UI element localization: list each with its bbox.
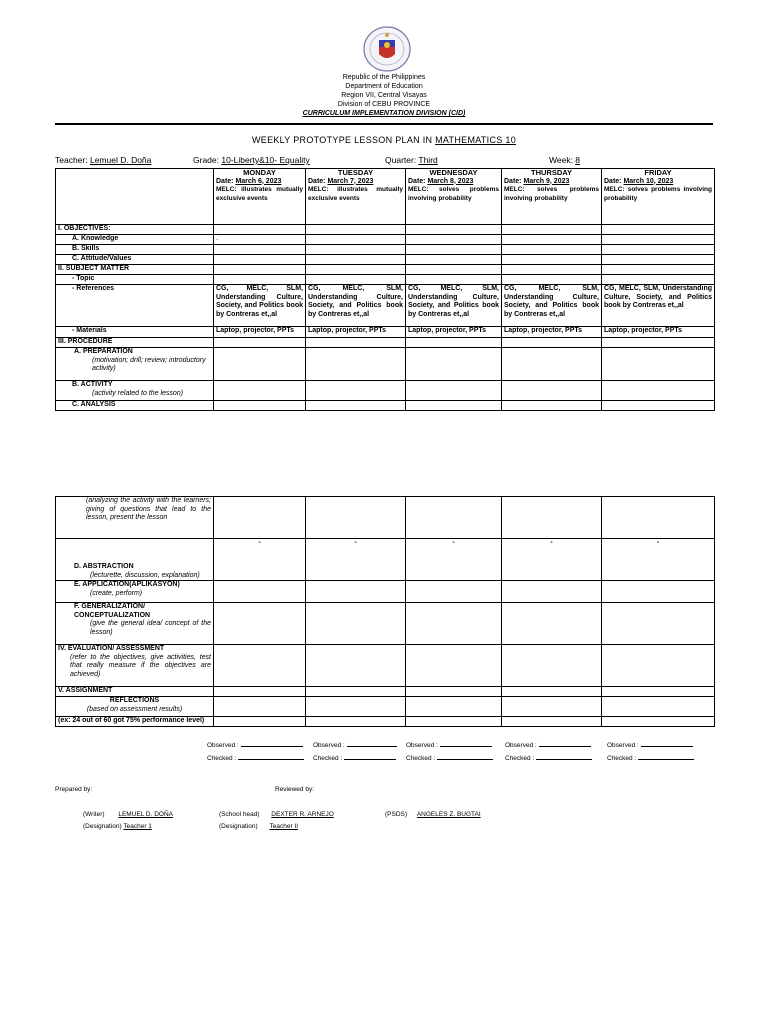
corner-cell xyxy=(56,169,214,225)
header-line-3: Region VII, Central Visayas xyxy=(341,92,427,99)
teacher-label: Teacher: xyxy=(55,155,90,165)
date-label: Date: xyxy=(216,177,236,185)
writer-label: (Writer) xyxy=(83,811,105,818)
knowledge-monday: . xyxy=(214,235,306,245)
header-line-2: Department of Education xyxy=(345,83,423,90)
materials-monday: Laptop, projector, PPTs xyxy=(214,327,306,338)
checked-line xyxy=(437,753,493,760)
deped-seal-icon xyxy=(357,26,417,72)
quarter-label: Quarter: xyxy=(385,155,419,165)
lesson-plan-table-top xyxy=(55,168,715,411)
checked-label: Checked : xyxy=(207,755,237,762)
references-monday: CG, MELC, SLM, Understanding Culture, Society, and Politics book by Contreras et,,al xyxy=(214,285,306,327)
assignment-row xyxy=(56,687,715,697)
reflections-cell xyxy=(56,697,214,717)
observed-tuesday xyxy=(313,740,397,749)
quarter-field xyxy=(385,155,438,165)
checked-line xyxy=(638,753,694,760)
topic-row xyxy=(56,275,715,285)
observed-line xyxy=(539,740,591,747)
melc-text: MELC: illustrates mutually exclusive events xyxy=(216,186,303,202)
writer-designation-field xyxy=(83,823,152,830)
quarter-value: Third xyxy=(418,155,438,165)
observed-label: Observed : xyxy=(207,742,239,749)
designation-value: Teacher 1 xyxy=(123,823,152,830)
references-thursday: CG, MELC, SLM, Understanding Culture, Society, and Politics book by Contreras et,,al xyxy=(502,285,602,327)
date-value: March 10, 2023 xyxy=(623,177,674,185)
prepared-by-label: Prepared by: xyxy=(55,786,93,793)
reflections-row xyxy=(56,697,715,717)
activity-label: B. ACTIVITY xyxy=(72,381,113,388)
writer-field xyxy=(83,811,185,818)
header-line-5: CURRICULUM IMPLEMENTATION DIVISION (CID) xyxy=(302,110,466,117)
application-note: (create, perform) xyxy=(90,589,143,597)
day-cell-thursday xyxy=(502,169,602,225)
skills-row xyxy=(56,245,715,255)
observed-line xyxy=(440,740,492,747)
week-value: 8 xyxy=(575,155,581,165)
application-cell xyxy=(56,581,214,603)
melc-text: MELC: solves problems involving probability xyxy=(504,186,599,202)
teacher-value: Lemuel D. Doña xyxy=(89,155,152,165)
observed-label: Observed : xyxy=(607,742,639,749)
melc-text: MELC: illustrates mutually exclusive events xyxy=(308,186,403,202)
activity-note: (activity related to the lesson) xyxy=(92,389,184,397)
header-line-1: Republic of the Philippines xyxy=(342,74,426,81)
materials-label: - Materials xyxy=(56,327,214,338)
objectives-row xyxy=(56,225,715,235)
activity-cell xyxy=(56,381,214,401)
date-label: Date: xyxy=(604,177,624,185)
date-value: March 8, 2023 xyxy=(427,177,474,185)
school-head-label: (School head) xyxy=(219,811,260,818)
date-value: March 6, 2023 xyxy=(235,177,282,185)
example-label: (ex: 24 out of 60 got 75% performance level) xyxy=(56,717,214,727)
skills-label: B. Skills xyxy=(56,245,214,255)
melc-text: MELC: solves problems involving probability xyxy=(408,186,499,202)
reflections-label: REFLECTIONS xyxy=(109,697,160,704)
preparation-row xyxy=(56,348,715,381)
materials-thursday: Laptop, projector, PPTs xyxy=(502,327,602,338)
observed-line xyxy=(241,740,303,747)
checked-line xyxy=(536,753,592,760)
day-cell-wednesday xyxy=(406,169,502,225)
activity-row xyxy=(56,381,715,401)
abstraction-row xyxy=(56,539,715,581)
evaluation-note: (refer to the objectives, give activities, test that really measure if the objectives are achieved) xyxy=(70,653,211,678)
date-label: Date: xyxy=(504,177,524,185)
day-name: TUESDAY xyxy=(337,168,374,177)
observed-line xyxy=(641,740,693,747)
observed-label: Observed : xyxy=(406,742,438,749)
agency-header xyxy=(0,73,768,118)
generalization-cell xyxy=(56,603,214,645)
abstraction-note: (lecturette, discussion, explanation) xyxy=(90,571,200,579)
evaluation-cell xyxy=(56,645,214,687)
psds-label: (PSDS) xyxy=(385,811,408,818)
abstraction-friday: - xyxy=(602,539,715,581)
generalization-note: (give the general idea/ concept of the lesson) xyxy=(90,620,211,636)
plan-title xyxy=(0,135,768,145)
checked-label: Checked : xyxy=(607,755,637,762)
day-name: THURSDAY xyxy=(531,168,572,177)
observed-friday xyxy=(607,740,693,749)
observed-label: Observed : xyxy=(505,742,537,749)
references-row xyxy=(56,285,715,327)
example-row xyxy=(56,717,715,727)
grade-value: 10-Liberty&10- Equality xyxy=(221,155,310,165)
date-label: Date: xyxy=(408,177,428,185)
date-label: Date: xyxy=(308,177,328,185)
application-label: E. APPLICATION(APLIKASYON) xyxy=(74,581,180,588)
observed-monday xyxy=(207,740,303,749)
day-header-row xyxy=(56,169,715,225)
topic-label: - Topic xyxy=(56,275,214,285)
abstraction-monday: - xyxy=(214,539,306,581)
materials-row xyxy=(56,327,715,338)
checked-tuesday xyxy=(313,753,396,762)
school-head-field xyxy=(219,811,344,818)
week-field xyxy=(549,155,580,165)
abstraction-wednesday: - xyxy=(406,539,502,581)
procedure-label: III. PROCEDURE xyxy=(56,338,214,348)
attitude-row xyxy=(56,255,715,265)
day-name: MONDAY xyxy=(243,168,276,177)
week-label: Week: xyxy=(549,155,576,165)
day-name: FRIDAY xyxy=(644,168,672,177)
knowledge-row xyxy=(56,235,715,245)
checked-line xyxy=(344,753,396,760)
evaluation-row xyxy=(56,645,715,687)
generalization-label: F. GENERALIZATION/ CONCEPTUALIZATION xyxy=(74,603,151,619)
school-head-designation-field xyxy=(219,823,308,830)
checked-wednesday xyxy=(406,753,493,762)
procedure-row xyxy=(56,338,715,348)
checked-label: Checked : xyxy=(313,755,343,762)
checked-monday xyxy=(207,753,304,762)
designation-label: (Designation) xyxy=(83,823,122,830)
application-row xyxy=(56,581,715,603)
reviewed-by-label: Reviewed by: xyxy=(275,786,315,793)
school-head-value: DEXTER R. ARNEJO xyxy=(271,811,334,818)
abstraction-thursday: - xyxy=(502,539,602,581)
preparation-note: (motivation; drill; review; introductory activity) xyxy=(92,356,206,372)
analysis-note: (analyzing the activity with the learners; giving of questions that lead to the lesson, present the lesson xyxy=(56,497,214,539)
references-friday: CG, MELC, SLM, Understanding Culture, Society, and Politics book by Contreras et,,al xyxy=(602,285,715,327)
analysis-note-row xyxy=(56,497,715,539)
plan-title-prefix: WEEKLY PROTOTYPE LESSON PLAN IN xyxy=(251,135,436,145)
observed-thursday xyxy=(505,740,591,749)
observed-line xyxy=(347,740,397,747)
abstraction-tuesday: - xyxy=(306,539,406,581)
psds-value: ANGELES Z. BUGTAI xyxy=(416,811,481,818)
checked-friday xyxy=(607,753,694,762)
date-value: March 9, 2023 xyxy=(523,177,570,185)
evaluation-label: IV. EVALUATION/ ASSESSMENT xyxy=(58,645,165,652)
melc-text: MELC: solves problems involving probability xyxy=(604,186,712,202)
references-tuesday: CG, MELC, SLM, Understanding Culture, Society, and Politics book by Contreras et,,al xyxy=(306,285,406,327)
header-line-4: Division of CEBU PROVINCE xyxy=(337,101,431,108)
checked-line xyxy=(238,753,304,760)
subject-matter-label: II. SUBJECT MATTER xyxy=(56,265,214,275)
knowledge-label: A. Knowledge xyxy=(56,235,214,245)
lesson-plan-table-bottom xyxy=(55,496,715,727)
designation-label: (Designation) xyxy=(219,823,258,830)
day-cell-friday xyxy=(602,169,715,225)
attitude-label: C. Attitude/Values xyxy=(56,255,214,265)
assignment-label: V. ASSIGNMENT xyxy=(56,687,214,697)
observed-wednesday xyxy=(406,740,492,749)
abstraction-label: D. ABSTRACTION xyxy=(74,563,134,570)
checked-label: Checked : xyxy=(406,755,436,762)
observed-label: Observed : xyxy=(313,742,345,749)
analysis-label: C. ANALYSIS xyxy=(56,401,214,411)
objectives-label: I. OBJECTIVES: xyxy=(56,225,214,235)
day-cell-tuesday xyxy=(306,169,406,225)
preparation-cell xyxy=(56,348,214,381)
header-divider xyxy=(55,123,713,125)
materials-tuesday: Laptop, projector, PPTs xyxy=(306,327,406,338)
analysis-row xyxy=(56,401,715,411)
generalization-row xyxy=(56,603,715,645)
references-wednesday: CG, MELC, SLM, Understanding Culture, Society, and Politics book by Contreras et,,al xyxy=(406,285,502,327)
day-cell-monday xyxy=(214,169,306,225)
reflections-note: (based on assessment results) xyxy=(86,705,183,713)
materials-wednesday: Laptop, projector, PPTs xyxy=(406,327,502,338)
plan-title-subject: MATHEMATICS 10 xyxy=(435,135,517,145)
abstraction-cell xyxy=(56,539,214,581)
checked-thursday xyxy=(505,753,592,762)
teacher-field xyxy=(55,155,151,165)
grade-label: Grade: xyxy=(193,155,222,165)
day-name: WEDNESDAY xyxy=(429,168,478,177)
date-value: March 7, 2023 xyxy=(327,177,374,185)
designation-value: Teacher II xyxy=(269,823,299,830)
grade-field xyxy=(193,155,310,165)
references-label: - References xyxy=(56,285,214,327)
materials-friday: Laptop, projector, PPTs xyxy=(602,327,715,338)
preparation-label: A. PREPARATION xyxy=(74,348,133,355)
checked-label: Checked : xyxy=(505,755,535,762)
psds-field xyxy=(385,811,489,818)
writer-value: LEMUEL D. DOÑA xyxy=(118,811,174,818)
subject-matter-row xyxy=(56,265,715,275)
